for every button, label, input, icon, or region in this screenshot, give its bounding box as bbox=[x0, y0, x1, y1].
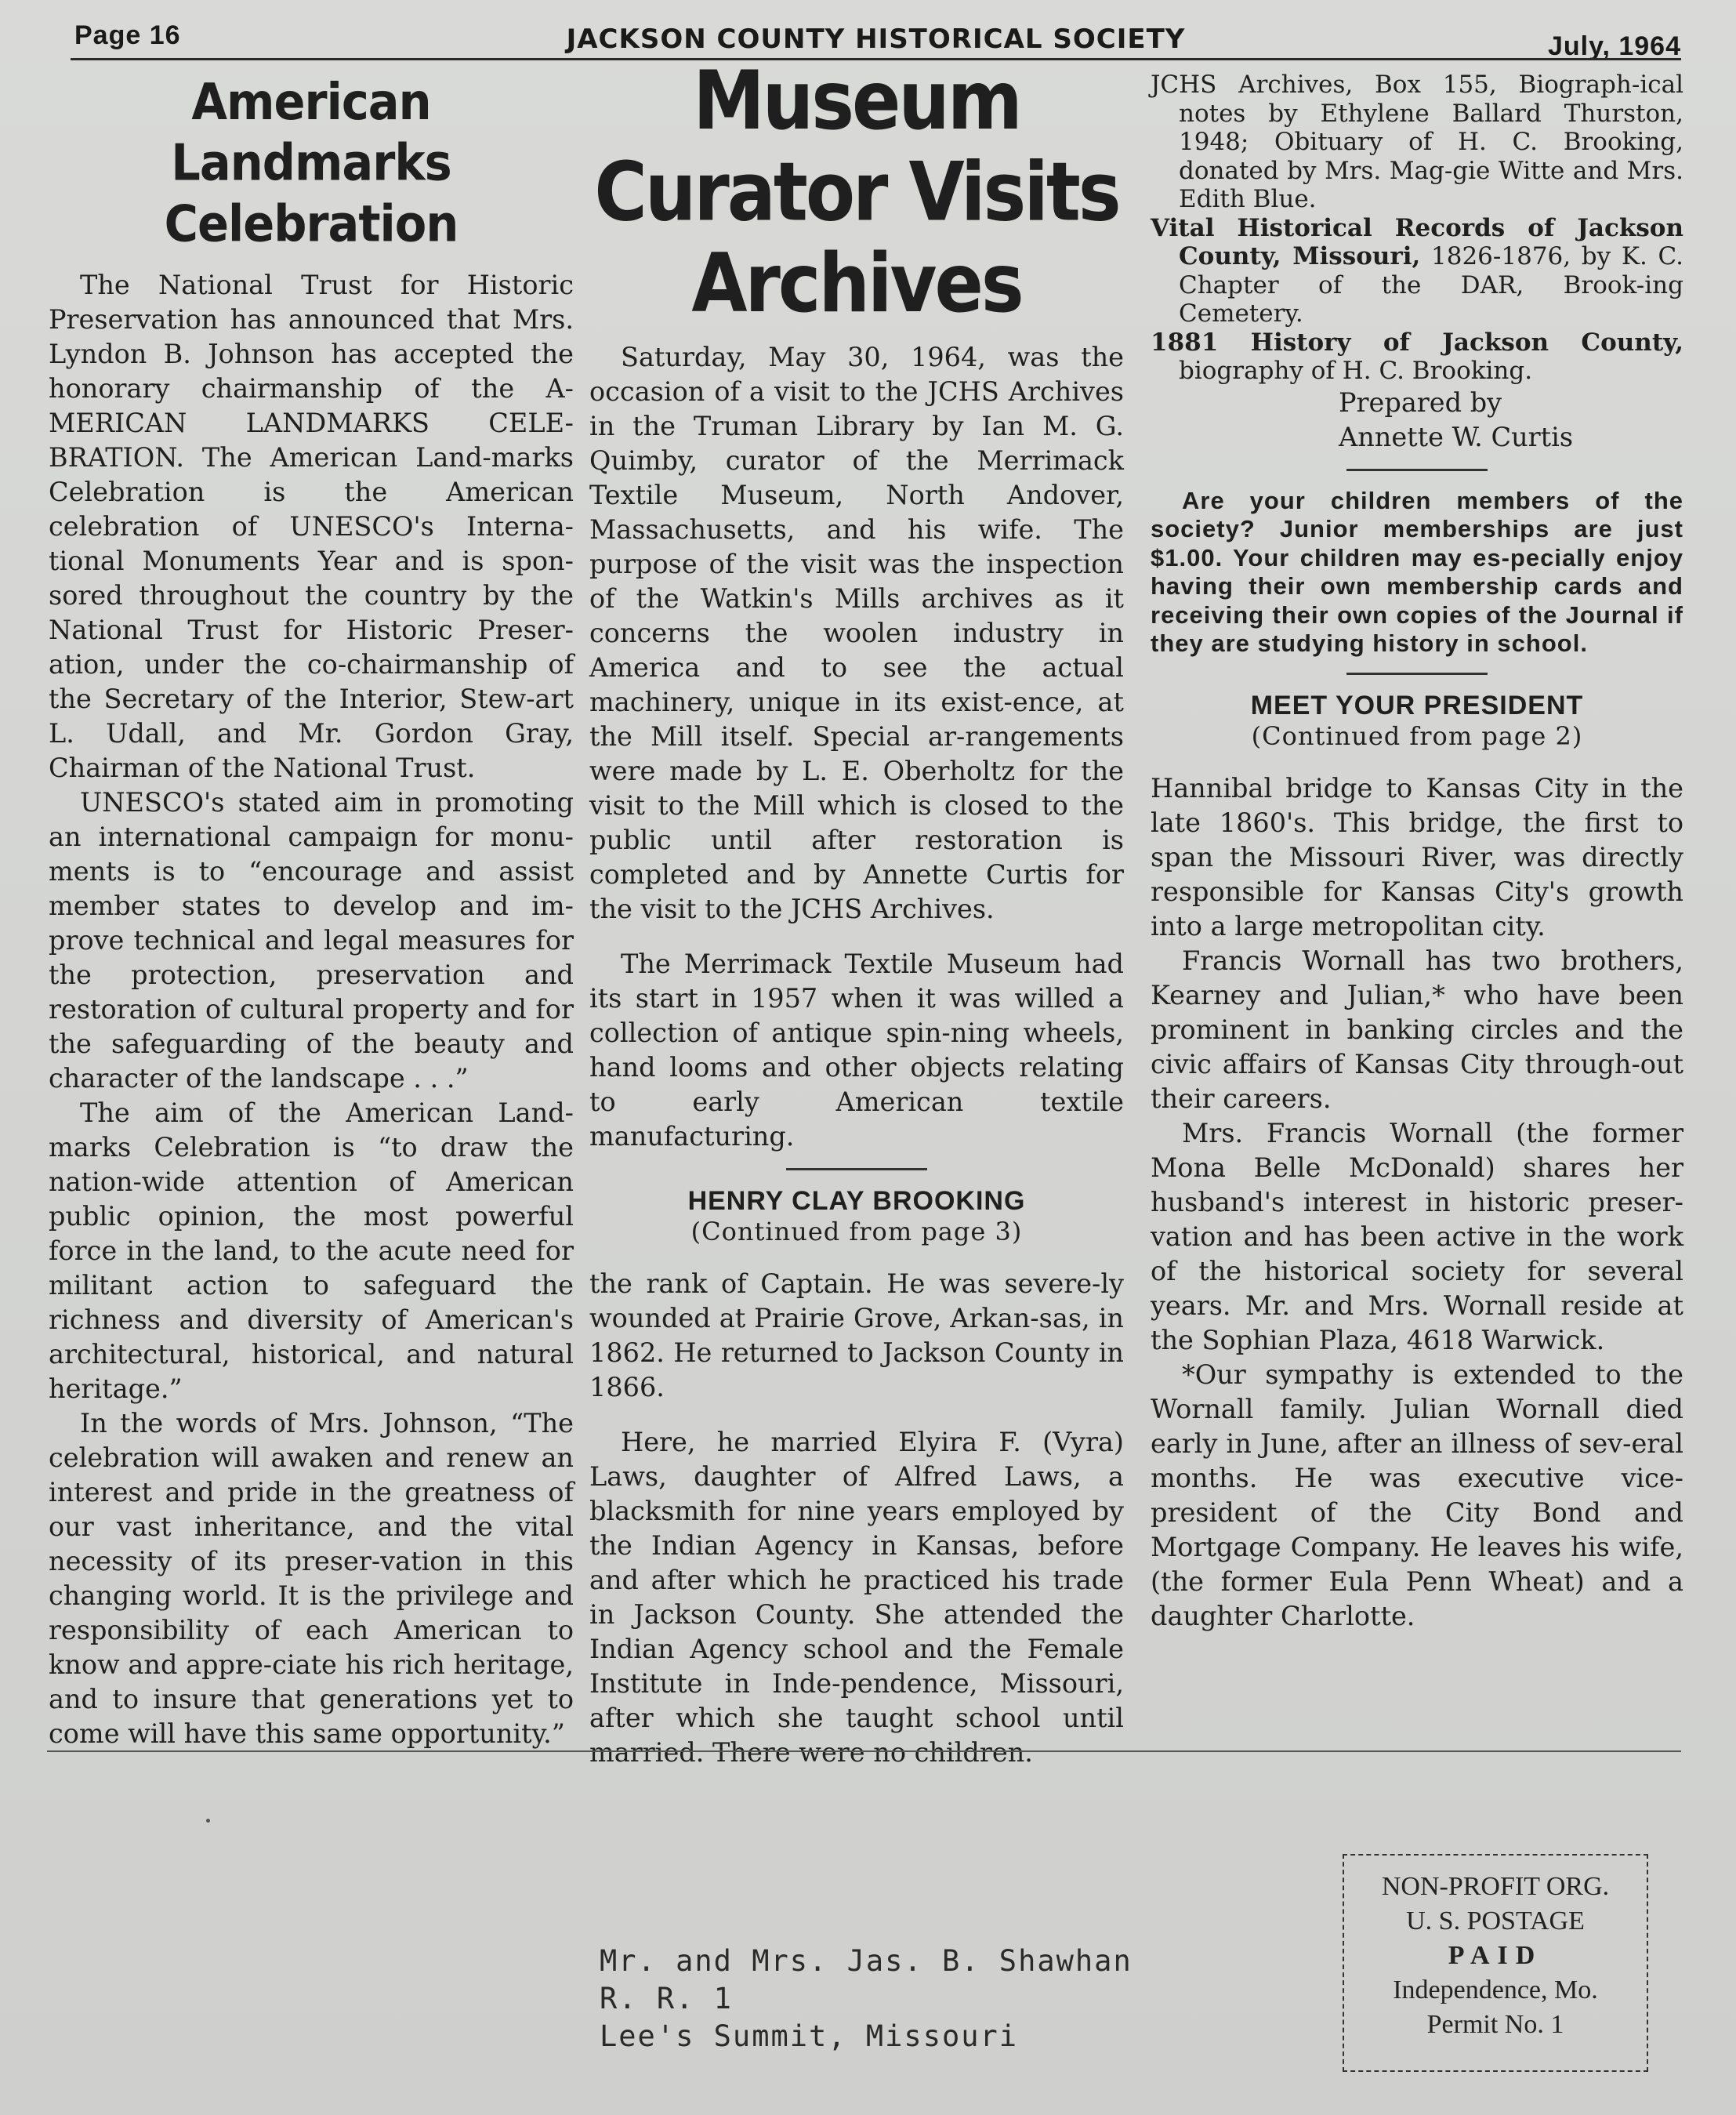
president-paragraph: Hannibal bridge to Kansas City in the late 1860's. This bridge, the first to span the Missouri River, was directly responsible for Kansas City's growth into a large metropolitan city. bbox=[1151, 772, 1683, 941]
column-right bbox=[1151, 71, 1683, 1634]
source-item: 1881 History of Jackson County, biography of H. C. Brooking. bbox=[1151, 328, 1683, 385]
column-landmarks bbox=[49, 71, 574, 1751]
headline-curator: Museum Curator Visits Archives bbox=[594, 54, 1119, 331]
footer-rule bbox=[47, 1750, 1681, 1752]
landmarks-paragraph: UNESCO's stated aim in promoting an international campaign for monu-ments is to “encourage and assist member states to develop and im-prove technical and legal measures for the protection, preservation and restoration of cultural property and for the safeguarding of the beauty and character of the landscape . . .” bbox=[49, 787, 574, 1094]
page-number: Page 16 bbox=[74, 20, 181, 50]
publication-title: JACKSON COUNTY HISTORICAL SOCIETY bbox=[566, 24, 1186, 55]
address-line: Mr. and Mrs. Jas. B. Shawhan bbox=[600, 1944, 1133, 1978]
brooking-paragraph: Here, he married Elyira F. (Vyra) Laws, daughter of Alfred Laws, a blacksmith for nine years employed by the Indian Agency in Kansas, before and after which he practiced his trade in Jackson County. She attended the Indian Agency school and the Female Institute in Inde-pendence, Missouri, after which she taught school until married. There were no children. bbox=[589, 1427, 1124, 1768]
address-line: R. R. 1 bbox=[600, 1982, 733, 2015]
continued-note: (Continued from page 3) bbox=[690, 1217, 1023, 1246]
subhead-brooking: HENRY CLAY BROOKING bbox=[687, 1186, 1026, 1216]
junior-membership-notice: Are your children members of the society? Junior memberships are just $1.00. Your children may es-pecially enjoy having their own membership cards and receiving their own copies of the Journal if they are studying history in school. bbox=[1151, 486, 1683, 657]
curator-paragraph: The Merrimack Textile Museum had its start in 1957 when it was willed a collection of antique spin-ning wheels, hand looms and other objects relating to early American textile manufacturing. bbox=[589, 949, 1124, 1152]
landmarks-paragraph: The National Trust for Historic Preservation has announced that Mrs. Lyndon B. Johnson has accepted the honorary chairmanship of the A-MERICAN LANDMARKS CELE-BRATION. The American Land-marks Celebration is the American celebration of UNESCO's Interna-tional Monuments Year and is spon-sored throughout the country by the National Trust for Historic Preser-ation, under the co-chairmanship of the Secretary of the Interior, Stew-art L. Udall, and Mr. Gordon Gray, Chairman of the National Trust. bbox=[49, 270, 574, 783]
headline-landmarks: American Landmarks Celebration bbox=[164, 72, 458, 253]
section-divider bbox=[786, 1168, 927, 1170]
prepared-by-label: Prepared by bbox=[1339, 386, 1502, 418]
continued-note: (Continued from page 2) bbox=[1251, 720, 1583, 751]
landmarks-paragraph: In the words of Mrs. Johnson, “The celebration will awaken and renew an interest and pride in the greatness of our vast inheritance, and the vital necessity of its preser-vation in this changing world. It is the privilege and responsibility of each American to know and appre-ciate his rich heritage, and to insure that generations yet to come will have this same opportunity.” bbox=[49, 1408, 574, 1749]
preparer-name: Annette W. Curtis bbox=[1339, 421, 1574, 452]
subhead-president: MEET YOUR PRESIDENT bbox=[1250, 690, 1584, 720]
address-line: Lee's Summit, Missouri bbox=[600, 2019, 1019, 2053]
postage-indicia: NON-PROFIT ORG. U. S. POSTAGE PAID Independence, Mo. Permit No. 1 bbox=[1343, 1854, 1648, 2072]
section-divider bbox=[1346, 469, 1488, 471]
column-curator bbox=[589, 54, 1124, 1770]
landmarks-paragraph: The aim of the American Land-marks Celebration is “to draw the nation-wide attention of American public opinion, the most powerful force in the land, to the acute need for militant action to safeguard the richness and diversity of American's architectural, historical, and natural heritage.” bbox=[49, 1097, 574, 1404]
president-paragraph: Mrs. Francis Wornall (the former Mona Belle McDonald) shares her husband's interest in historic preser-vation and has been active in the work of the historical society for several years. Mr. and Mrs. Wornall reside at the Sophian Plaza, 4618 Warwick. bbox=[1151, 1117, 1683, 1355]
issue-date: July, 1964 bbox=[1547, 31, 1681, 61]
mailing-address bbox=[600, 1943, 1133, 2055]
section-divider bbox=[1346, 673, 1488, 675]
president-paragraph: Francis Wornall has two brothers, Kearney and Julian,* who have been prominent in banking circles and the civic affairs of Kansas City through-out their careers. bbox=[1151, 945, 1683, 1114]
sources-list bbox=[1151, 71, 1683, 386]
curator-paragraph: Saturday, May 30, 1964, was the occasion of a visit to the JCHS Archives in the Truman Library by Ian M. G. Quimby, curator of the Merrimack Textile Museum, North Andover, Massachusetts, and his wife. The purpose of the visit was the inspection of the Watkin's Mills archives as it concerns the woolen industry in America and to see the actual machinery, unique in its exist-ence, at the Mill itself. Special ar-rangements were made by L. E. Oberholtz for the visit to the Mill which is closed to the public until after restoration is completed and by Annette Curtis for the visit to the JCHS Archives. bbox=[589, 342, 1124, 924]
president-paragraph: *Our sympathy is extended to the Wornall family. Julian Wornall died early in June, after an illness of sev-eral months. He was executive vice-president of the City Bond and Mortgage Company. He leaves his wife, (the former Eula Penn Wheat) and a daughter Charlotte. bbox=[1151, 1359, 1683, 1631]
source-item: Vital Historical Records of Jackson County, Missouri, 1826-1876, by K. C. Chapter of the DAR, Brook-ing Cemetery. bbox=[1151, 213, 1683, 328]
brooking-paragraph: the rank of Captain. He was severe-ly wounded at Prairie Grove, Arkan-sas, in 1862. He returned to Jackson County in 1866. bbox=[589, 1268, 1124, 1402]
source-item: JCHS Archives, Box 155, Biograph-ical notes by Ethylene Ballard Thurston, 1948; Obituary of H. C. Brooking, donated by Mrs. Mag-gie Witte and Mrs. Edith Blue. bbox=[1151, 71, 1683, 213]
